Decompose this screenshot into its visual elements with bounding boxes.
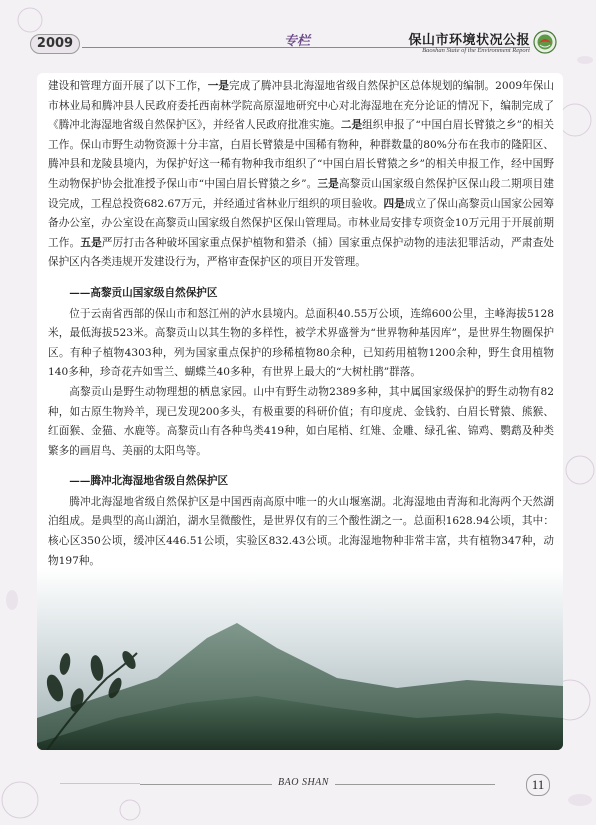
article-text	[48, 77, 554, 571]
section-heading-gaoligong: ——高黎贡山国家级自然保护区	[69, 286, 218, 299]
page-number: 11	[526, 774, 550, 796]
publication-subtitle: Baoshan State of the Environment Report	[422, 47, 530, 54]
paragraph-gaoligong-overview: 位于云南省西部的保山市和怒江州的泸水县境内。总面积40.55万公顷，连绵600公里，主峰海拔5128米，最低海拔523米。高黎贡山以其生物的多样性，被学术界盛誉为“世界物种基因库”，是世界生物圈保护区。有种子植物4303种，列为国家重点保护的珍稀植物80余种，已知药用植物1200余种，野生食用植物140多种，珍奇花卉如雪兰、蝴蝶兰40多种，有世界上最大的“大树杜鹃”群落。	[48, 307, 554, 379]
mountain-landscape-image	[37, 568, 563, 750]
environment-logo-icon	[533, 30, 557, 54]
section-heading-beihai: ——腾冲北海湿地省级自然保护区	[69, 475, 229, 488]
paragraph-beihai-wetland: 腾冲北海湿地省级自然保护区是中国西南高原中唯一的火山堰塞湖。北海湿地由青海和北海两个天然湖泊组成。是典型的高山湖泊，湖水呈微酸性，是世界仅有的三个酸性湖之一。总面积1628.94公顷，其中：核心区350公顷，缓冲区446.51公顷，实验区832.43公顷。北海湿地物种非常丰富，共有植物347种，动物197种。	[48, 495, 554, 567]
publication-title: 保山市环境状况公报	[408, 33, 530, 48]
column-tag: 专栏	[284, 34, 311, 49]
year-badge: 2009	[30, 34, 80, 54]
footer-label: BAO SHAN	[272, 777, 335, 788]
content-panel	[37, 73, 563, 750]
intro-paragraph: 建设和管理方面开展了以下工作，一是完成了腾冲县北海湿地省级自然保护区总体规划的编制。2009年保山市林业局和腾冲县人民政府委托西南林学院高原湿地研究中心对北海湿地在充分论证的情况下，编制完成了《腾冲北海湿地省级自然保护区》，并经省人民政府批准实施。二是组织申报了“中国白眉长臂猿之乡”的相关工作。保山市野生动物资源十分丰富，白眉长臂猿是中国稀有物种，种群数量的80%分布在我市的隆阳区、腾冲县和龙陵县境内，为保护好这一稀有物种我市组织了“中国白眉长臂猿之乡”的相关申报工作，经中国野生动物保护协会批准授予保山市“中国白眉长臂猿之乡”。三是高黎贡山国家级自然保护区保山段二期项目建设完成，工程总投资682.67万元，并经通过省林业厅组织的项目验收。四是成立了保山高黎贡山国家公园筹备办公室，办公室设在高黎贡山国家级自然保护区保山管理局。市林业局安排专项资金10万元用于开展前期工作。五是严厉打击各种破坏国家重点保护植物和猎杀（捕）国家重点保护动物的违法犯罪活动，严肃查处保护区内各类违规开发建设行为，严格审查保护区的项目开发管理。	[48, 80, 555, 269]
page-header	[0, 0, 596, 60]
footer-divider-left	[60, 783, 140, 784]
paragraph-gaoligong-wildlife: 高黎贡山是野生动物理想的栖息家园。山中有野生动物2389多种，其中属国家级保护的野生动物有82种，如古原生物羚羊，现已发现200多头，有极重要的科研价值；有印度虎、金钱豹、白眉长臂猿、熊猴、红面猴、金猫、水鹿等。高黎贡山有各种鸟类419种，如白尾梢、红雉、金雕、绿孔雀、锦鸡、鹦鹉及种类繁多的画眉鸟、美丽的太阳鸟等。	[48, 385, 554, 457]
